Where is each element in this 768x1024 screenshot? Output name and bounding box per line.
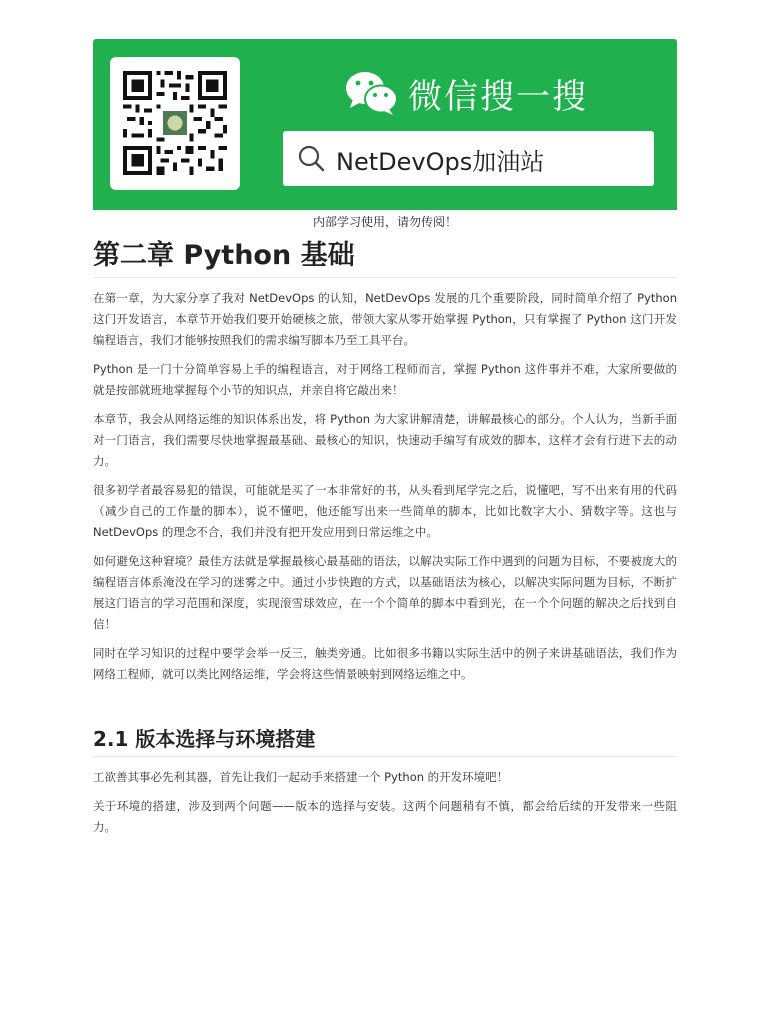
qr-code-icon (123, 71, 227, 175)
paragraph: 在第一章，为大家分享了我对 NetDevOps 的认知，NetDevOps 发展的几个重要阶段，同时简单介绍了 Python 这门开发语言，本章节开始我们要开始硬核之旅，带领大家从零开始掌握 Python，只有掌握了 Python 这门开发编程语言，我们才能够按照我们的需求编写脚本乃至工具平台。 (93, 291, 677, 347)
paragraph: 本章节，我会从网络运维的知识体系出发，将 Python 为大家讲解清楚，讲解最核心的部分。个人认为，当新手面对一门语言，我们需要尽快地掌握最基础、最核心的知识，快速动手编写有成效的脚本，这样才会有行进下去的动力。 (93, 412, 677, 468)
banner-caption: 内部学习使用，请勿传阅！ (312, 215, 457, 229)
paragraph: 工欲善其事必先利其器，首先让我们一起动手来搭建一个 Python 的开发环境吧！ (93, 770, 509, 784)
paragraph: 关于环境的搭建，涉及到两个问题——版本的选择与安装。这两个问题稍有不慎，都会给后续的开发带来一些阻力。 (93, 799, 677, 834)
search-icon (297, 144, 325, 172)
qr-code-card (110, 57, 240, 190)
wechat-search-title: 微信搜一搜 (408, 77, 588, 117)
document-page (93, 39, 677, 838)
search-box (283, 131, 654, 186)
wechat-logo-icon (344, 70, 400, 116)
search-keyword: NetDevOps加油站 (336, 148, 545, 176)
paragraph: Python 是一门十分简单容易上手的编程语言，对于网络工程师而言，掌握 Python 这件事并不难，大家所要做的就是按部就班地掌握每个小节的知识点，并亲自将它敲出来！ (93, 362, 677, 397)
paragraph: 同时在学习知识的过程中要学会举一反三，触类旁通。比如很多书籍以实际生活中的例子来讲基础语法，我们作为网络工程师，就可以类比网络运维，学会将这些情景映射到网络运维之中。 (93, 646, 677, 681)
paragraph: 很多初学者最容易犯的错误，可能就是买了一本非常好的书，从头看到尾学完之后，说懂吧，写不出来有用的代码（减少自己的工作量的脚本），说不懂吧，他还能写出来一些简单的脚本，比如比数字大小、猜数字等。这也与 NetDevOps 的理念不合，我们并没有把开发应用到日常运维之中。 (93, 483, 677, 539)
paragraph: 如何避免这种窘境？最佳方法就是掌握最核心最基础的语法，以解决实际工作中遇到的问题为目标，不要被庞大的编程语言体系淹没在学习的迷雾之中。通过小步快跑的方式，以基础语法为核心，以解决实际问题为目标，不断扩展这门语言的学习范围和深度，实现滚雪球效应，在一个个简单的脚本中看到光，在一个个问题的解决之后找到自信！ (93, 554, 677, 631)
chapter-title: 第二章 Python 基础 (93, 239, 677, 278)
section-title: 2.1 版本选择与环境搭建 (93, 725, 677, 757)
wechat-search-banner (93, 39, 677, 210)
